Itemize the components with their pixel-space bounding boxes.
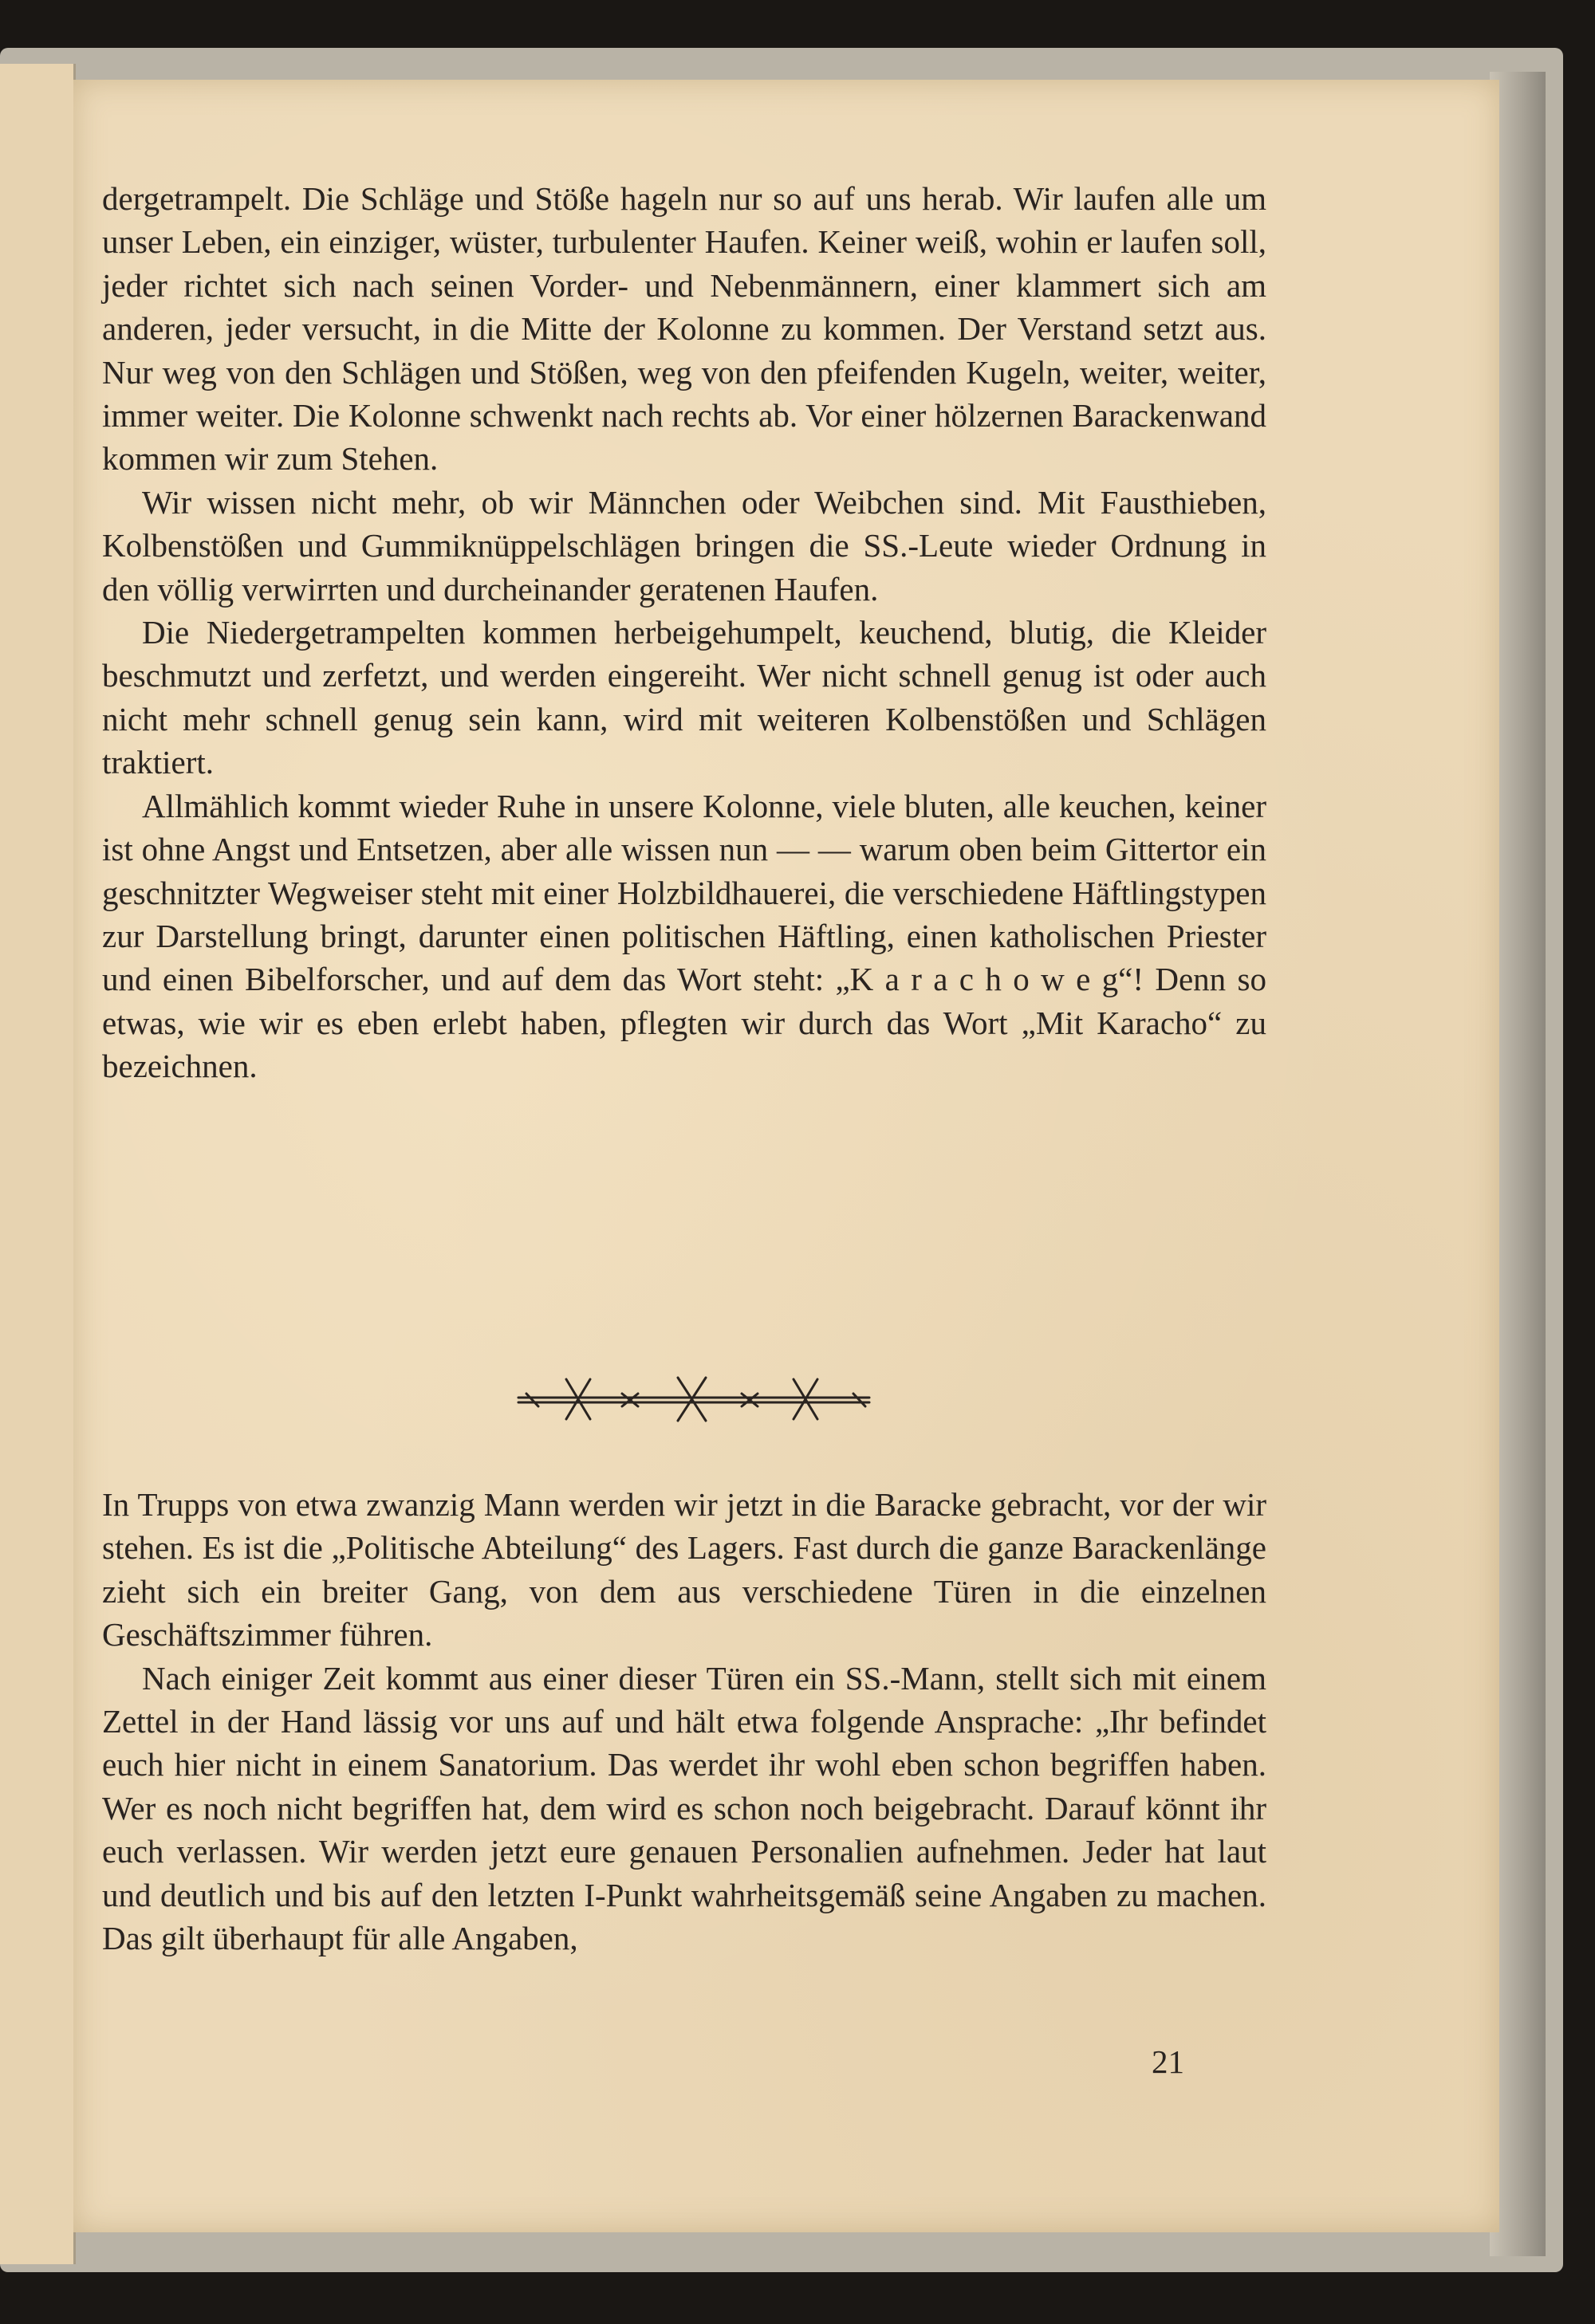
- page-text: [102, 177, 1266, 1088]
- barbed-wire-ornament: [510, 1371, 877, 1427]
- page-number: 21: [1152, 2043, 1184, 2080]
- paragraph-4: Allmählich kommt wieder Ruhe in unsere Kolonne, viele bluten, alle keuchen, keiner ist ohne Angst und Entsetzen, aber alle wissen nun — — warum oben beim Gittertor ein geschnitzter Wegweiser steht mit einer Holzbildhauerei, die verschiedene Häftlingstypen zur Darstellung bringt, darunter einen politischen Häftling, einen katholischen Priester und einen Bibelforscher, und auf dem das Wort steht: „K a r a c h o w e g“! Denn so etwas, wie wir es eben erlebt haben, pflegten wir durch das Wort „Mit Karacho“ zu bezeichnen.: [102, 787, 1266, 1085]
- paragraph-1: dergetrampelt. Die Schläge und Stöße hageln nur so auf uns herab. Wir laufen alle um unser Leben, ein einziger, wüster, turbulenter Haufen. Keiner weiß, wohin er laufen soll, jeder richtet sich nach seinen Vorder- und Nebenmännern, einer klammert sich am anderen, jeder versucht, in die Mitte der Kolonne zu kommen. Der Verstand setzt aus. Nur weg von den Schlägen und Stößen, weg von den pfeifenden Kugeln, weiter, weiter, immer weiter. Die Kolonne schwenkt nach rechts ab. Vor einer hölzernen Barackenwand kommen wir zum Stehen.: [102, 180, 1266, 478]
- paragraph-3: Die Niedergetrampelten kommen herbeigehumpelt, keuchend, blutig, die Kleider beschmutzt und zerfetzt, und werden eingereiht. Wer nicht schnell genug ist oder auch nicht mehr schnell genug sein kann, wird mit weiteren Kolbenstößen und Schlägen traktiert.: [102, 614, 1266, 781]
- page-text-continued: [102, 1483, 1266, 1960]
- paragraph-5: In Trupps von etwa zwanzig Mann werden wir jetzt in die Baracke gebracht, vor der wir stehen. Es ist die „Politische Abteilung“ des Lagers. Fast durch die ganze Barackenlänge zieht sich ein breiter Gang, von dem aus verschiedene Türen in die einzelnen Geschäftszimmer führen.: [102, 1486, 1266, 1654]
- paragraph-2: Wir wissen nicht mehr, ob wir Männchen oder Weibchen sind. Mit Fausthieben, Kolbenstößen und Gummiknüppelschlägen bringen die SS.-Leute wieder Ordnung in den völlig verwirrten und durcheinander geratenen Haufen.: [102, 483, 1266, 608]
- previous-page-edge: [0, 64, 76, 2264]
- paragraph-6: Nach einiger Zeit kommt aus einer dieser Türen ein SS.-Mann, stellt sich mit einem Zettel in der Hand lässig vor uns auf und hält etwa folgende Ansprache: „Ihr befindet euch hier nicht in einem Sanatorium. Das werdet ihr wohl eben schon begriffen haben. Wer es noch nicht begriffen hat, dem wird es schon noch beigebracht. Darauf könnt ihr euch verlassen. Wir werden jetzt eure genauen Personalien aufnehmen. Jeder hat laut und deutlich und bis auf den letzten I-Punkt wahrheitsgemäß seine Angaben zu machen. Das gilt überhaupt für alle Angaben,: [102, 1659, 1266, 1957]
